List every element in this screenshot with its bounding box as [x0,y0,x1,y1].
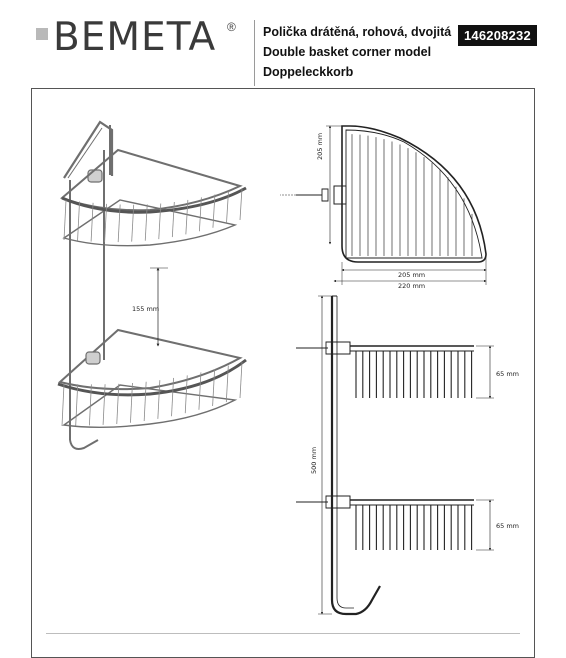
side-view [296,296,474,614]
brand-logo: BEMETA [53,15,217,60]
outer-width-label: 220 mm [398,282,426,290]
title-czech: Polička drátěná, rohová, dvojitá [263,25,452,39]
shelf-gap-label: 155 mm [132,305,160,313]
top-view [280,126,486,290]
height-label: 500 mm [310,446,318,474]
plan-wires [352,134,472,256]
product-code-badge: 146208232 [458,25,537,46]
lower-basket-height-label: 65 mm [496,522,520,530]
upper-basket [62,150,246,246]
registered-mark: ® [227,20,236,34]
product-illustration [58,122,246,449]
depth-label: 205 mm [316,132,324,160]
title-english: Double basket corner model [263,45,432,59]
title-german: Doppeleckkorb [263,65,354,79]
side-view-dimensions [310,296,519,614]
upper-basket-height-label: 65 mm [496,370,520,378]
lower-basket [58,330,246,427]
inner-width-label: 205 mm [398,271,426,279]
